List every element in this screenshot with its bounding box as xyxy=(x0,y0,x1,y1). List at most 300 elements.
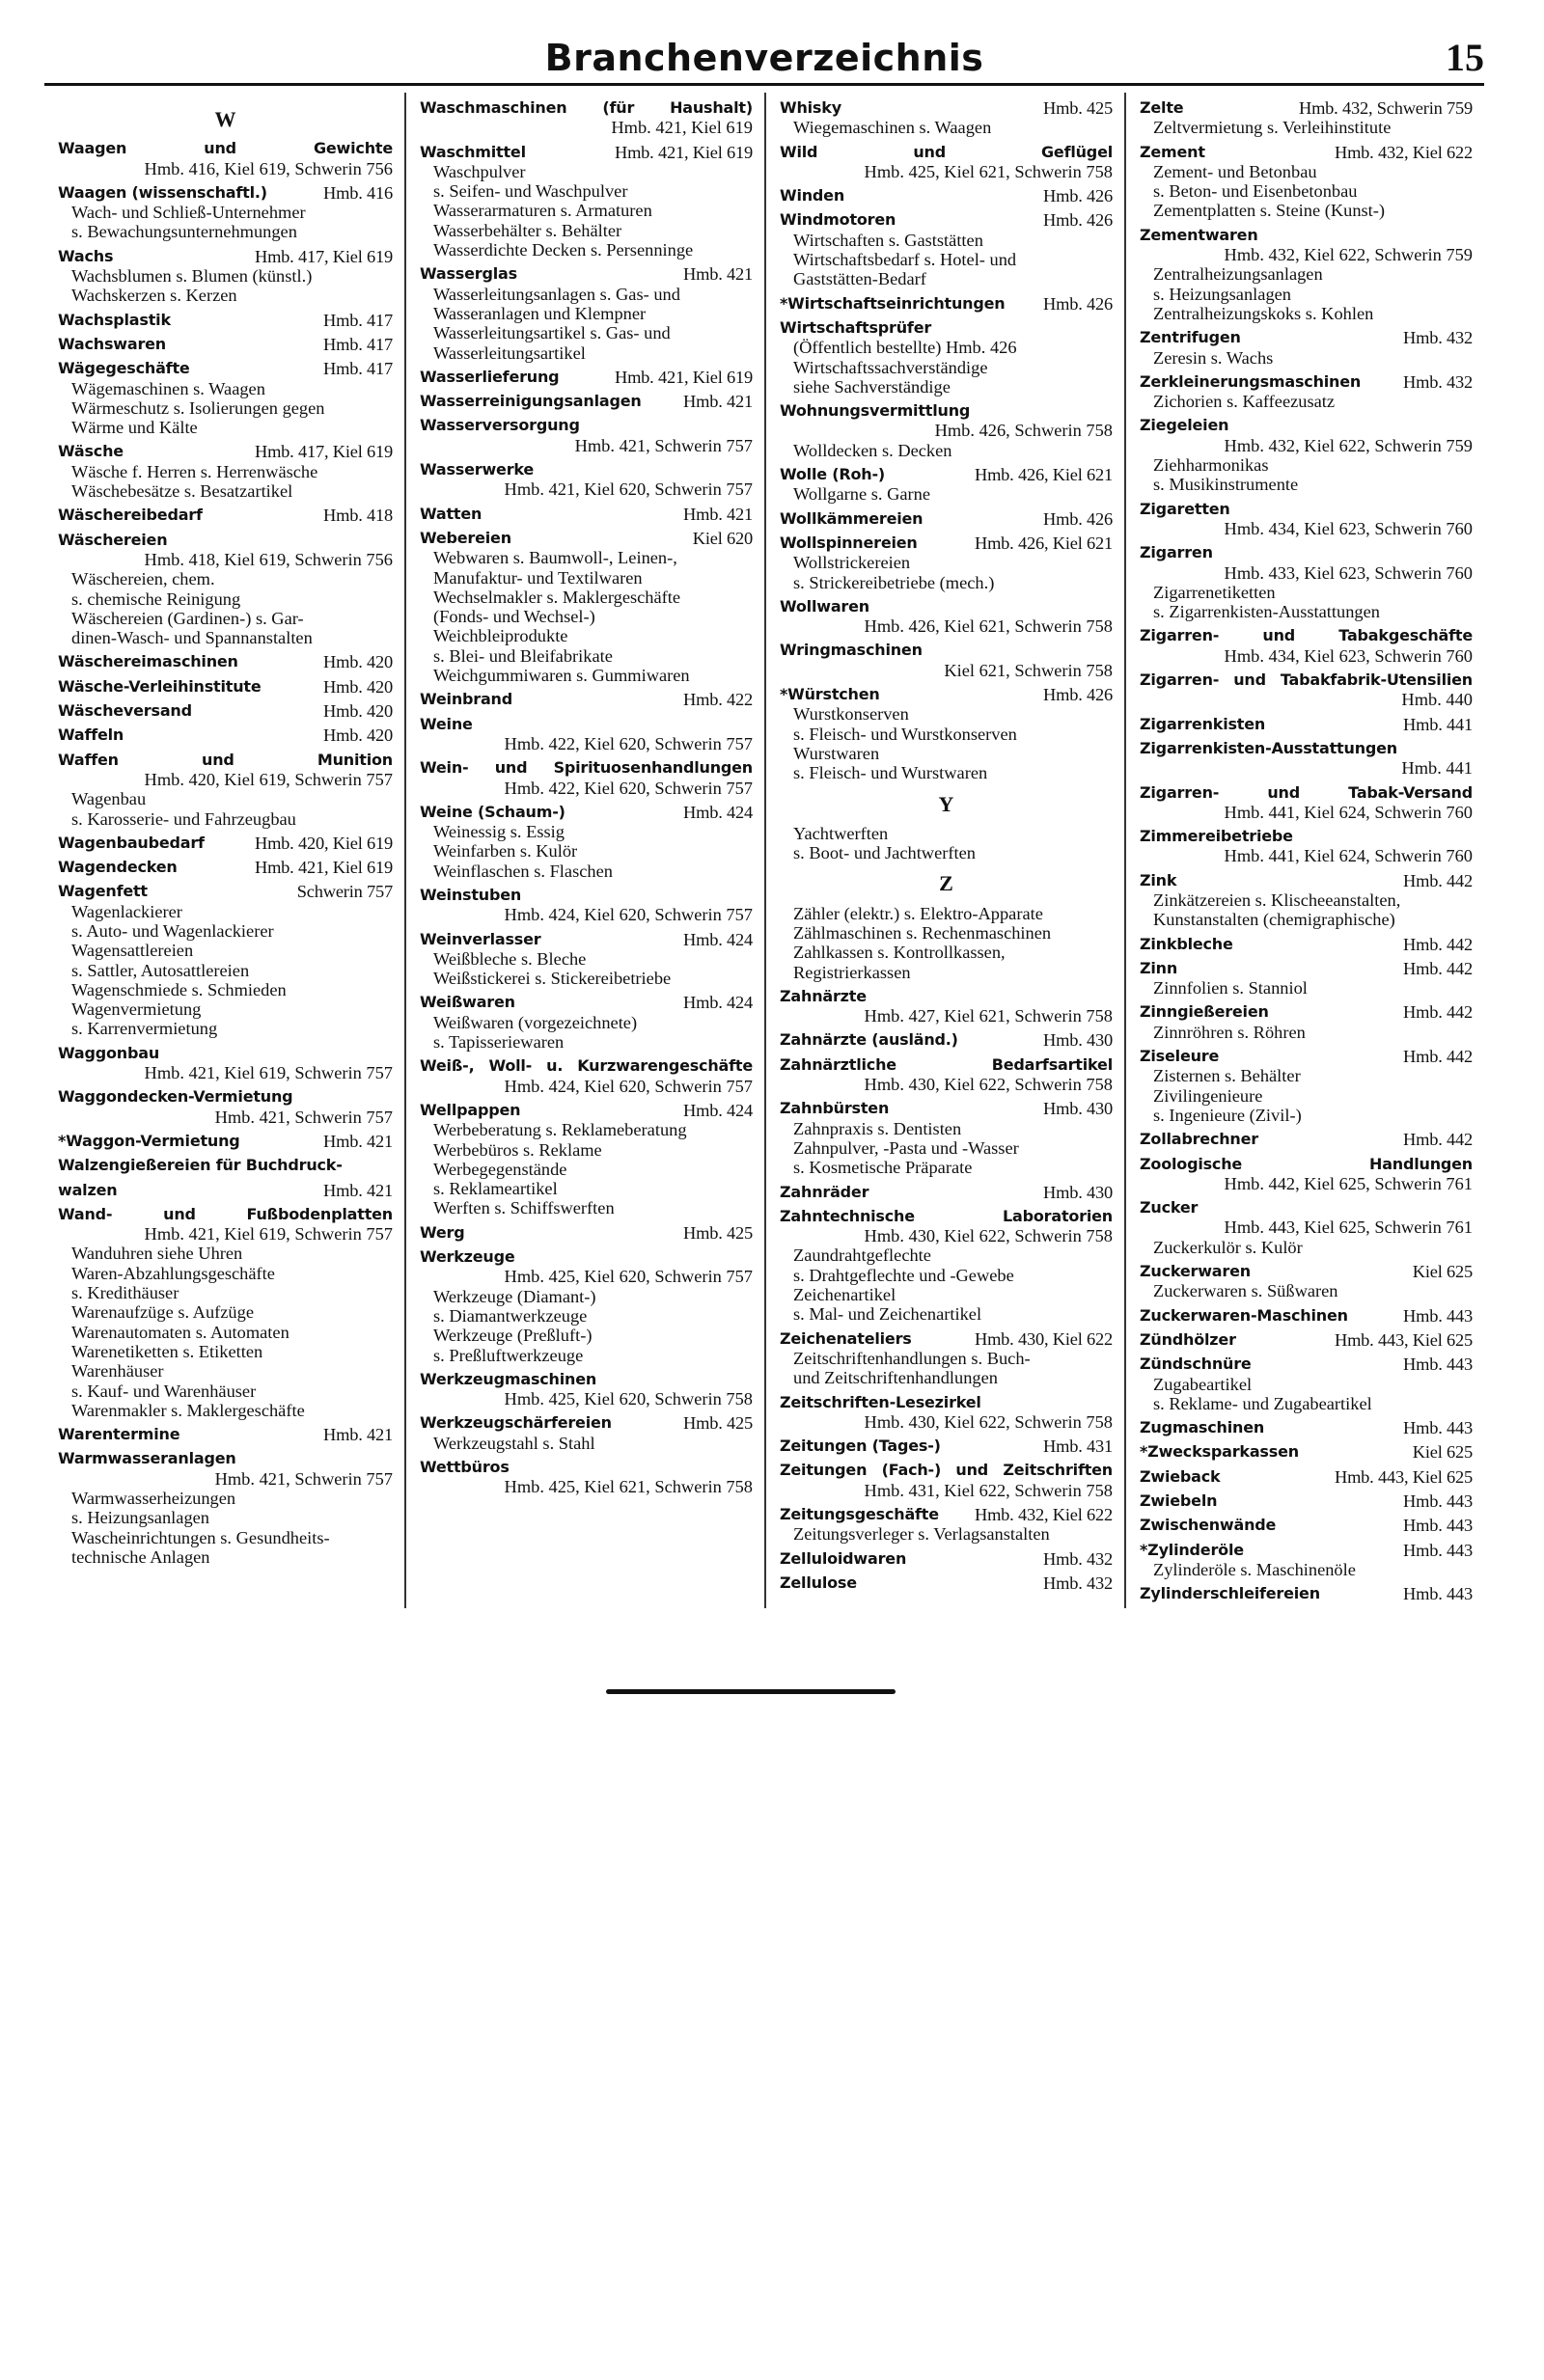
entry-subline: Wagenlackierer xyxy=(71,901,182,921)
entry-heading-text: Zahnräder xyxy=(780,1182,869,1201)
entry-subline: s. Drahtgeflechte und -Gewebe xyxy=(793,1265,1014,1285)
entry-heading-text: Werkzeuge xyxy=(420,1247,515,1267)
entry-reference: Hmb. 442 xyxy=(1403,1002,1473,1023)
entry-subline: technische Anlagen xyxy=(71,1546,210,1567)
entry-locations: Hmb. 424, Kiel 620, Schwerin 757 xyxy=(504,1076,753,1096)
entry-subline: Zinnfolien s. Stanniol xyxy=(1153,978,1308,999)
entry-subline: Werbegegenstände xyxy=(433,1159,567,1179)
entry-locations: Hmb. 421, Kiel 619, Schwerin 757 xyxy=(144,1063,393,1083)
entry-subline: Wasserdichte Decken s. Persenninge xyxy=(433,240,694,260)
entry-reference: Hmb. 442 xyxy=(1403,934,1473,954)
entry-heading xyxy=(780,987,1113,1006)
directory-entry xyxy=(58,1181,393,1200)
directory-entry xyxy=(420,715,753,754)
directory-entry xyxy=(780,1505,1113,1545)
entry-reference: Hmb. 424 xyxy=(683,929,753,949)
directory-entry xyxy=(1140,372,1473,412)
directory-entry xyxy=(58,1087,393,1127)
entry-heading xyxy=(1140,1130,1473,1149)
entry-heading xyxy=(58,1449,393,1468)
directory-entry xyxy=(420,1458,753,1497)
entry-subline: Zahnpulver, -Pasta und -Wasser xyxy=(793,1137,1019,1158)
entry-heading-text: Wasserreinigungsanlagen xyxy=(420,392,642,411)
directory-entry xyxy=(420,143,753,260)
entry-heading-text: Zinkbleche xyxy=(1140,934,1233,953)
entry-heading xyxy=(780,210,1113,230)
entry-heading xyxy=(58,1044,393,1063)
entry-heading xyxy=(420,1223,753,1243)
entry-heading-text: Waagen und Gewichte xyxy=(58,139,393,158)
entry-heading xyxy=(1140,871,1473,890)
entry-heading xyxy=(1140,715,1473,734)
entry-reference: Hmb. 425 xyxy=(683,1413,753,1434)
entry-heading xyxy=(58,247,393,266)
entry-subline: s. Musikinstrumente xyxy=(1153,475,1299,495)
entry-subline: Weinfarben s. Kulör xyxy=(433,841,578,862)
directory-entry xyxy=(58,442,393,501)
entry-locations: Hmb. 434, Kiel 623, Schwerin 760 xyxy=(1224,645,1473,666)
entry-heading-text: Zwiebeln xyxy=(1140,1491,1218,1510)
entry-heading xyxy=(780,1329,1113,1349)
directory-entry xyxy=(58,1425,393,1444)
entry-heading-text: Watten xyxy=(420,504,482,523)
entry-heading-text: Wand- und Fußbodenplatten xyxy=(58,1204,393,1223)
entry-heading-text: Wachswaren xyxy=(58,334,166,353)
directory-entry xyxy=(1140,1354,1473,1413)
entry-reference: Hmb. 432 xyxy=(1403,371,1473,392)
entry-locations: Hmb. 420, Kiel 619, Schwerin 757 xyxy=(144,769,393,789)
entry-subline: Registrierkassen xyxy=(793,962,911,982)
entry-heading xyxy=(420,930,753,949)
entry-subline: s. Reklame- und Zugabeartikel xyxy=(1153,1393,1372,1413)
entry-reference: Hmb. 421 xyxy=(323,1131,393,1151)
entry-subline: s. Diamantwerkzeuge xyxy=(433,1305,588,1326)
entry-subline: (Fonds- und Wechsel-) xyxy=(433,607,595,627)
entry-heading xyxy=(58,1205,393,1224)
entry-subline: Wärme und Kälte xyxy=(71,418,198,438)
entry-heading xyxy=(1140,1330,1473,1350)
directory-entry xyxy=(1140,1516,1473,1535)
entry-subline: s. Karosserie- und Fahrzeugbau xyxy=(71,808,296,829)
entry-heading-text: Zigarrenkisten xyxy=(1140,714,1266,733)
entry-heading-text: Weine xyxy=(420,714,473,733)
entry-subline: s. Preßluftwerkzeuge xyxy=(433,1345,584,1365)
entry-subline: Zahlkassen s. Kontrollkassen, xyxy=(793,943,1006,963)
entry-reference: Hmb. 417 xyxy=(323,359,393,379)
entry-heading xyxy=(58,442,393,461)
entry-heading-text: Wein- und Spirituosenhandlungen xyxy=(420,758,753,778)
entry-heading-text: Zuckerwaren xyxy=(1140,1262,1251,1281)
entry-subline: Zähler (elektr.) s. Elektro-Apparate xyxy=(793,903,1043,923)
entry-heading-text: Wringmaschinen xyxy=(780,641,923,660)
directory-entry xyxy=(1140,328,1473,368)
cross-reference xyxy=(780,904,1113,982)
entry-heading-text: Weinverlasser xyxy=(420,929,541,948)
entry-heading xyxy=(58,677,393,697)
entry-heading xyxy=(58,311,393,330)
entry-reference: Hmb. 420 xyxy=(323,676,393,697)
entry-subline: Weichgummiwaren s. Gummiwaren xyxy=(433,666,690,686)
entry-subline: s. Blei- und Bleifabrikate xyxy=(433,645,613,666)
entry-subline: s. Bewachungsunternehmungen xyxy=(71,222,297,242)
entry-heading-text: Zementwaren xyxy=(1140,225,1258,244)
entry-locations: Hmb. 426, Schwerin 758 xyxy=(934,421,1113,441)
entry-heading-text: Zigarren xyxy=(1140,543,1213,562)
entry-locations: Hmb. 443, Kiel 625, Schwerin 761 xyxy=(1224,1217,1473,1238)
entry-reference: Hmb. 430 xyxy=(1043,1099,1113,1119)
directory-entry xyxy=(1140,1047,1473,1125)
entry-subline: s. Fleisch- und Wurstkonserven xyxy=(793,724,1017,744)
entry-subline: Wasserleitungsanlagen s. Gas- und xyxy=(433,284,680,304)
page-title: Branchenverzeichnis xyxy=(544,37,984,79)
directory-entry xyxy=(780,509,1113,529)
entry-heading xyxy=(1140,1584,1473,1603)
entry-heading-text: Wachs xyxy=(58,246,114,265)
entry-subline: Zinnröhren s. Röhren xyxy=(1153,1022,1306,1042)
directory-entry xyxy=(58,506,393,525)
entry-locations: Hmb. 425, Kiel 621, Schwerin 758 xyxy=(504,1477,753,1497)
entry-heading-text: Zeitschriften-Lesezirkel xyxy=(780,1392,981,1411)
entry-subline: Manufaktur- und Textilwaren xyxy=(433,567,643,588)
entry-subline: und Zeitschriftenhandlungen xyxy=(793,1368,998,1388)
entry-locations: Hmb. 425, Kiel 620, Schwerin 758 xyxy=(504,1389,753,1409)
entry-reference: Hmb. 421 xyxy=(323,1180,393,1200)
entry-heading-text: Werg xyxy=(420,1222,465,1242)
entry-reference: Hmb. 421, Kiel 619 xyxy=(614,367,753,387)
entry-heading-text: Wollspinnereien xyxy=(780,533,918,552)
entry-subline: Werbeberatung s. Reklameberatung xyxy=(433,1120,687,1140)
entry-heading xyxy=(780,641,1113,660)
entry-heading xyxy=(420,1101,753,1120)
entry-locations: Hmb. 421, Schwerin 757 xyxy=(574,435,753,455)
entry-subline: Wechselmakler s. Maklergeschäfte xyxy=(433,587,681,607)
directory-entry xyxy=(420,758,753,798)
entry-subline: Wasserleitungsartikel xyxy=(433,342,586,363)
entry-reference: Hmb. 425 xyxy=(1043,98,1113,118)
entry-heading xyxy=(420,1370,753,1389)
entry-heading xyxy=(420,505,753,524)
entry-heading xyxy=(58,1132,393,1151)
entry-locations: Hmb. 432, Kiel 622, Schwerin 759 xyxy=(1224,435,1473,455)
cross-reference xyxy=(780,824,1113,863)
entry-heading xyxy=(58,858,393,877)
directory-entry xyxy=(420,392,753,411)
entry-subline: Zeichenartikel xyxy=(793,1285,896,1305)
entry-subline: Zeitschriftenhandlungen s. Buch- xyxy=(793,1348,1031,1368)
entry-heading xyxy=(780,597,1113,616)
entry-subline: s. Heizungsanlagen xyxy=(1153,284,1291,304)
entry-heading-text: Wäsche-Verleihinstitute xyxy=(58,676,262,696)
directory-entry xyxy=(780,597,1113,637)
directory-entry xyxy=(58,139,393,178)
entry-reference: Hmb. 442 xyxy=(1403,1130,1473,1150)
entry-heading-text: Whisky xyxy=(780,98,841,117)
entry-reference: Hmb. 443 xyxy=(1403,1516,1473,1536)
entry-heading xyxy=(420,1247,753,1267)
entry-subline: s. Kosmetische Präparate xyxy=(793,1158,973,1178)
entry-subline: Weißbleche s. Bleche xyxy=(433,948,587,969)
entry-subline: Wollgarne s. Garne xyxy=(793,484,931,505)
directory-entry xyxy=(1140,1155,1473,1194)
entry-heading xyxy=(1140,500,1473,519)
directory-entry xyxy=(1140,783,1473,823)
directory-entry xyxy=(1140,1584,1473,1603)
entry-reference: Hmb. 432 xyxy=(1043,1548,1113,1569)
entry-reference: Kiel 625 xyxy=(1412,1442,1473,1463)
directory-entry xyxy=(1140,739,1473,779)
directory-entry xyxy=(780,1436,1113,1456)
entry-heading-text: Wasserversorgung xyxy=(420,416,580,435)
entry-reference: Hmb. 416 xyxy=(323,182,393,203)
entry-heading-text: Zollabrechner xyxy=(1140,1130,1258,1149)
directory-entry xyxy=(780,210,1113,288)
entry-heading xyxy=(1140,328,1473,347)
directory-entry xyxy=(420,264,753,362)
entry-heading xyxy=(58,335,393,354)
directory-entry xyxy=(58,247,393,306)
entry-locations: Hmb. 430, Kiel 622, Schwerin 758 xyxy=(864,1226,1113,1246)
entry-heading-text: Wachsplastik xyxy=(58,310,171,329)
entry-subline: Kunstanstalten (chemigraphische) xyxy=(1153,910,1395,930)
directory-entry xyxy=(1140,500,1473,539)
directory-entry xyxy=(1140,1541,1473,1580)
entry-heading xyxy=(420,886,753,905)
entry-subline: Wäschebesätze s. Besatzartikel xyxy=(71,481,293,502)
directory-entry xyxy=(420,993,753,1052)
directory-entry xyxy=(58,183,393,242)
entry-subline: Wasserbehälter s. Behälter xyxy=(433,220,622,240)
directory-column-4 xyxy=(1124,93,1484,1608)
entry-heading xyxy=(420,143,753,162)
entry-heading xyxy=(780,294,1113,314)
entry-subline: Weißwaren (vorgezeichnete) xyxy=(433,1012,638,1032)
entry-subline: Wanduhren siehe Uhren xyxy=(71,1244,243,1264)
directory-entry xyxy=(58,1044,393,1083)
entry-reference: Hmb. 432 xyxy=(1043,1573,1113,1593)
entry-heading-text: Weiß-, Woll- u. Kurzwarengeschäfte xyxy=(420,1056,753,1076)
entry-locations: Hmb. 426, Kiel 621, Schwerin 758 xyxy=(864,616,1113,637)
entry-heading xyxy=(780,533,1113,553)
entry-heading xyxy=(1140,626,1473,645)
directory-entry xyxy=(780,641,1113,680)
entry-subline: Wasserarmaturen s. Armaturen xyxy=(433,201,652,221)
entry-locations: Hmb. 418, Kiel 619, Schwerin 756 xyxy=(144,549,393,569)
directory-entry xyxy=(1140,143,1473,221)
entry-heading-text: Wild und Geflügel xyxy=(780,142,1113,161)
entry-heading xyxy=(58,139,393,158)
entry-heading-text: Wagendecken xyxy=(58,858,178,877)
entry-subline: Ziehharmonikas xyxy=(1153,455,1269,476)
entry-subline: Wäsche f. Herren s. Herrenwäsche xyxy=(71,461,318,481)
entry-heading-text: Walzengießereien für Buchdruck- xyxy=(58,1156,343,1175)
entry-heading-text: Waggondecken-Vermietung xyxy=(58,1087,293,1107)
entry-heading-text: Wasserwerke xyxy=(420,460,535,479)
entry-heading xyxy=(420,1056,753,1076)
entry-subline: s. Mal- und Zeichenartikel xyxy=(793,1304,982,1325)
entry-heading-text: Waggonbau xyxy=(58,1043,160,1062)
entry-reference: Hmb. 421 xyxy=(683,504,753,524)
entry-subline: s. Strickereibetriebe (mech.) xyxy=(793,572,995,592)
directory-entry xyxy=(420,1370,753,1409)
entry-subline: Zigarrenetiketten xyxy=(1153,582,1276,602)
entry-subline: Waren-Abzahlungsgeschäfte xyxy=(71,1263,275,1283)
entry-heading-text: Wäschereien xyxy=(58,530,168,549)
entry-reference: Hmb. 432, Kiel 622 xyxy=(1334,142,1473,162)
entry-subline: Wagenvermietung xyxy=(71,999,202,1020)
directory-entry xyxy=(1140,1442,1473,1462)
entry-reference: Hmb. 443 xyxy=(1403,1540,1473,1560)
entry-heading-text: Waschmaschinen (für Haushalt) xyxy=(420,98,753,117)
header-rule xyxy=(44,83,1484,86)
entry-heading-text: Zuckerwaren-Maschinen xyxy=(1140,1305,1348,1325)
entry-reference: Hmb. 420 xyxy=(323,701,393,722)
entry-reference: Hmb. 417, Kiel 619 xyxy=(254,246,393,266)
directory-entry xyxy=(420,1247,753,1365)
directory-entry xyxy=(1140,871,1473,930)
entry-heading-text: Ziegeleien xyxy=(1140,416,1229,435)
entry-locations: Hmb. 441 xyxy=(1401,758,1473,779)
directory-entry xyxy=(780,1183,1113,1202)
entry-reference: Kiel 620 xyxy=(692,528,753,548)
entry-locations: Hmb. 430, Kiel 622, Schwerin 758 xyxy=(864,1411,1113,1432)
directory-entry xyxy=(1140,1198,1473,1257)
entry-heading-text: Wagenbaubedarf xyxy=(58,833,205,852)
directory-entry xyxy=(780,1207,1113,1325)
entry-reference: Hmb. 443 xyxy=(1403,1354,1473,1375)
entry-subline: Wagenschmiede s. Schmieden xyxy=(71,979,287,999)
directory-entry xyxy=(58,751,393,829)
entry-reference: Hmb. 417 xyxy=(323,334,393,354)
entry-locations: Hmb. 434, Kiel 623, Schwerin 760 xyxy=(1224,518,1473,538)
entry-heading xyxy=(1140,959,1473,978)
entry-heading xyxy=(420,758,753,778)
entry-locations: Hmb. 421, Kiel 619, Schwerin 757 xyxy=(144,1224,393,1245)
entry-reference: Hmb. 420 xyxy=(323,725,393,746)
directory-entry xyxy=(780,1461,1113,1500)
entry-subline: (Öffentlich bestellte) Hmb. 426 xyxy=(793,338,1017,358)
entry-heading-text: Weine (Schaum-) xyxy=(420,802,565,821)
entry-heading xyxy=(1140,739,1473,758)
directory-entry xyxy=(780,465,1113,505)
directory-entry xyxy=(780,98,1113,138)
entry-heading xyxy=(1140,1047,1473,1066)
entry-subline: Wurstwaren xyxy=(793,743,880,763)
entry-reference: Hmb. 443, Kiel 625 xyxy=(1334,1329,1473,1350)
entry-locations: Hmb. 421, Schwerin 757 xyxy=(214,1107,393,1127)
entry-subline: Zugabeartikel xyxy=(1153,1374,1253,1394)
directory-entry xyxy=(1140,543,1473,621)
entry-locations: Hmb. 422, Kiel 620, Schwerin 757 xyxy=(504,778,753,798)
entry-reference: Hmb. 441 xyxy=(1403,714,1473,734)
entry-subline: Wollstrickereien xyxy=(793,553,911,573)
entry-subline: Warenautomaten s. Automaten xyxy=(71,1322,290,1342)
entry-heading xyxy=(1140,416,1473,435)
entry-heading xyxy=(780,1099,1113,1118)
entry-reference: Hmb. 442 xyxy=(1403,958,1473,978)
entry-subline: s. chemische Reinigung xyxy=(71,588,241,609)
section-letter: W xyxy=(214,107,236,131)
entry-reference: Hmb. 418 xyxy=(323,506,393,526)
entry-heading xyxy=(420,392,753,411)
entry-reference: Hmb. 421 xyxy=(323,1425,393,1445)
entry-reference: Hmb. 426 xyxy=(1043,685,1113,705)
entry-heading xyxy=(420,416,753,435)
page-number: 15 xyxy=(1446,36,1484,79)
entry-subline: Zaundrahtgeflechte xyxy=(793,1245,931,1266)
directory-entry xyxy=(780,1549,1113,1569)
directory-entry xyxy=(420,529,753,685)
entry-heading xyxy=(780,1393,1113,1412)
entry-subline: s. Beton- und Eisenbetonbau xyxy=(1153,181,1358,202)
entry-subline: Wagensattlereien xyxy=(71,941,194,961)
entry-reference: Hmb. 420 xyxy=(323,652,393,672)
directory-entry xyxy=(1140,98,1473,138)
directory-entry xyxy=(780,1099,1113,1177)
entry-heading-text: walzen xyxy=(58,1180,118,1199)
entry-heading xyxy=(780,1183,1113,1202)
directory-entry xyxy=(1140,1306,1473,1326)
entry-locations: Hmb. 422, Kiel 620, Schwerin 757 xyxy=(504,733,753,753)
entry-heading-text: Zoologische Handlungen xyxy=(1140,1154,1473,1173)
entry-reference: Hmb. 417 xyxy=(323,310,393,330)
entry-heading xyxy=(1140,1442,1473,1462)
entry-subline: Wasserleitungsartikel s. Gas- und xyxy=(433,323,671,343)
entry-heading-text: Zement xyxy=(1140,142,1205,161)
entry-heading xyxy=(58,183,393,203)
entry-heading-text: Wohnungsvermittlung xyxy=(780,401,971,421)
entry-subline: s. Seifen- und Waschpulver xyxy=(433,181,628,202)
entry-heading-text: Zink xyxy=(1140,870,1177,889)
entry-reference: Schwerin 757 xyxy=(296,882,393,902)
entry-heading xyxy=(1140,1418,1473,1437)
directory-entry xyxy=(1140,715,1473,734)
entry-subline: s. Reklameartikel xyxy=(433,1179,558,1199)
entry-reference: Hmb. 442 xyxy=(1403,1047,1473,1067)
entry-subline: Zylinderöle s. Maschinenöle xyxy=(1153,1559,1356,1579)
entry-subline: Zentralheizungsanlagen xyxy=(1153,264,1323,285)
entry-subline: Webwaren s. Baumwoll-, Leinen-, xyxy=(433,548,677,568)
directory-entry xyxy=(1140,416,1473,494)
entry-heading-text: Wäsche xyxy=(58,442,124,461)
entry-reference: Hmb. 421, Kiel 619 xyxy=(254,858,393,878)
entry-heading xyxy=(780,1505,1113,1524)
entry-reference: Hmb. 432, Schwerin 759 xyxy=(1298,98,1473,118)
entry-locations: Hmb. 427, Kiel 621, Schwerin 758 xyxy=(864,1006,1113,1026)
directory-entry xyxy=(58,1205,393,1420)
entry-heading xyxy=(1140,1198,1473,1217)
entry-heading xyxy=(1140,1541,1473,1560)
entry-subline: Wasseranlagen und Klempner xyxy=(433,303,647,323)
directory-entry xyxy=(58,359,393,437)
entry-heading xyxy=(420,993,753,1012)
entry-subline: Zuckerwaren s. Süßwaren xyxy=(1153,1281,1338,1301)
entry-reference: Hmb. 425 xyxy=(683,1222,753,1243)
entry-locations: Hmb. 430, Kiel 622, Schwerin 758 xyxy=(864,1075,1113,1095)
entry-heading-text: Wirtschaftsprüfer xyxy=(780,317,932,337)
entry-heading xyxy=(780,1436,1113,1456)
directory-entry xyxy=(420,505,753,524)
entry-heading xyxy=(780,1549,1113,1569)
entry-subline: Zichorien s. Kaffeezusatz xyxy=(1153,392,1336,412)
directory-entry xyxy=(780,294,1113,314)
entry-subline: Wachsblumen s. Blumen (künstl.) xyxy=(71,266,313,287)
directory-entry xyxy=(780,1393,1113,1433)
directory-entry xyxy=(420,98,753,138)
entry-heading-text: Zylinderschleifereien xyxy=(1140,1584,1320,1603)
directory-entry xyxy=(420,1413,753,1453)
entry-subline: s. Sattler, Autosattlereien xyxy=(71,960,250,980)
entry-heading xyxy=(58,1156,393,1175)
